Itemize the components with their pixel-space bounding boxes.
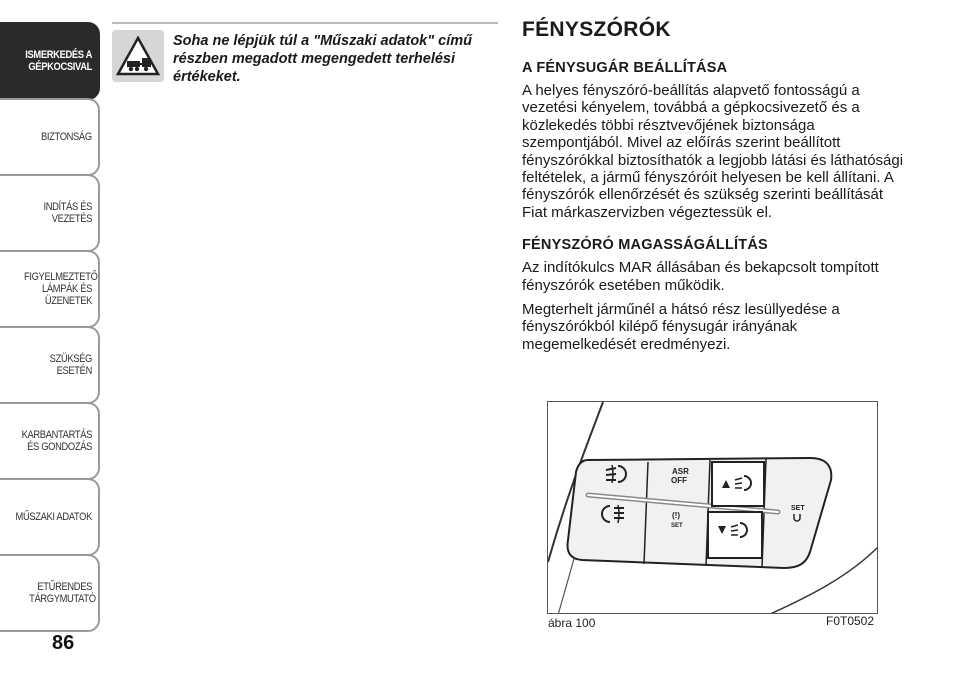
figure-caption: ábra 100	[548, 616, 596, 630]
tab-targymutato[interactable]	[0, 554, 100, 632]
tab-inditas[interactable]	[0, 174, 100, 252]
page-title: FÉNYSZÓRÓK	[522, 18, 671, 41]
trailer-warning-icon	[112, 30, 164, 82]
asr-label: ASR	[672, 467, 689, 476]
tab-ismerkedes[interactable]	[0, 22, 100, 100]
switch-panel-drawing	[548, 402, 878, 614]
tab-label: KARBANTARTÁS ÉS GONDOZÁS	[21, 429, 92, 453]
main-content	[522, 18, 910, 360]
tab-label: ISMERKEDÉS A GÉPKOCSIVAL	[25, 49, 93, 73]
section-heading: A FÉNYSUGÁR BEÁLLÍTÁSA	[522, 60, 728, 76]
tpms-mark: (!)	[672, 511, 680, 520]
divider	[112, 22, 498, 24]
tab-label: BIZTONSÁG	[41, 131, 92, 143]
figure-code: F0T0502	[826, 614, 875, 628]
switch-panel-figure	[547, 401, 878, 614]
tab-label: SZÜKSÉG ESETÉN	[49, 353, 92, 377]
section-paragraph: A helyes fényszóró-beállítás alapvető fontosságú a vezetési kényelem, továbbá a gépkocsivezető és a közlekedés többi résztvevőjének biztonsága szempontjából. Mivel az előírás szerint beállított fényszórókkal biztosíthatók a legjobb látási és láthatósági feltételek, a jármű fényszóróit helyesen be kell állítani. A fényszórók ellenőrzését és szükség szerinti beállítását Fiat márkaszervizben végeztessük el.	[522, 82, 904, 221]
tab-karbantartas[interactable]	[0, 402, 100, 480]
tab-szukseg[interactable]	[0, 326, 100, 404]
tab-label: MŰSZAKI ADATOK	[15, 511, 92, 523]
section-paragraph: Megterhelt járműnél a hátsó rész lesüllyedése a fényszórókból kilépő fénysugár irányának megemelkedését eredményezi.	[522, 301, 840, 353]
tab-biztonsag[interactable]	[0, 98, 100, 176]
section-heading: FÉNYSZÓRÓ MAGASSÁGÁLLÍTÁS	[522, 237, 768, 254]
set-label: SET	[791, 505, 805, 512]
asr-off-label: OFF	[671, 476, 687, 485]
warning-text: Soha ne lépjük túl a "Műszaki adatok" című részben megadott megengedett terhelési értékeket.	[173, 33, 472, 85]
tab-label: FIGYELMEZTETŐ LÁMPÁK ÉS ÜZENETEK	[24, 271, 98, 307]
tab-label: ETŰRENDES TÁRGYMUTATÓ	[29, 581, 96, 605]
tab-figyelmezteto[interactable]	[0, 250, 100, 328]
page-number: 86	[52, 632, 75, 654]
tab-muszaki[interactable]	[0, 478, 100, 556]
tab-label: INDÍTÁS ÉS VEZETÉS	[43, 201, 92, 225]
section-paragraph: Az indítókulcs MAR állásában és bekapcsolt tompított fényszórók esetében működik.	[522, 259, 879, 294]
tpms-set-label: SET	[671, 523, 683, 529]
